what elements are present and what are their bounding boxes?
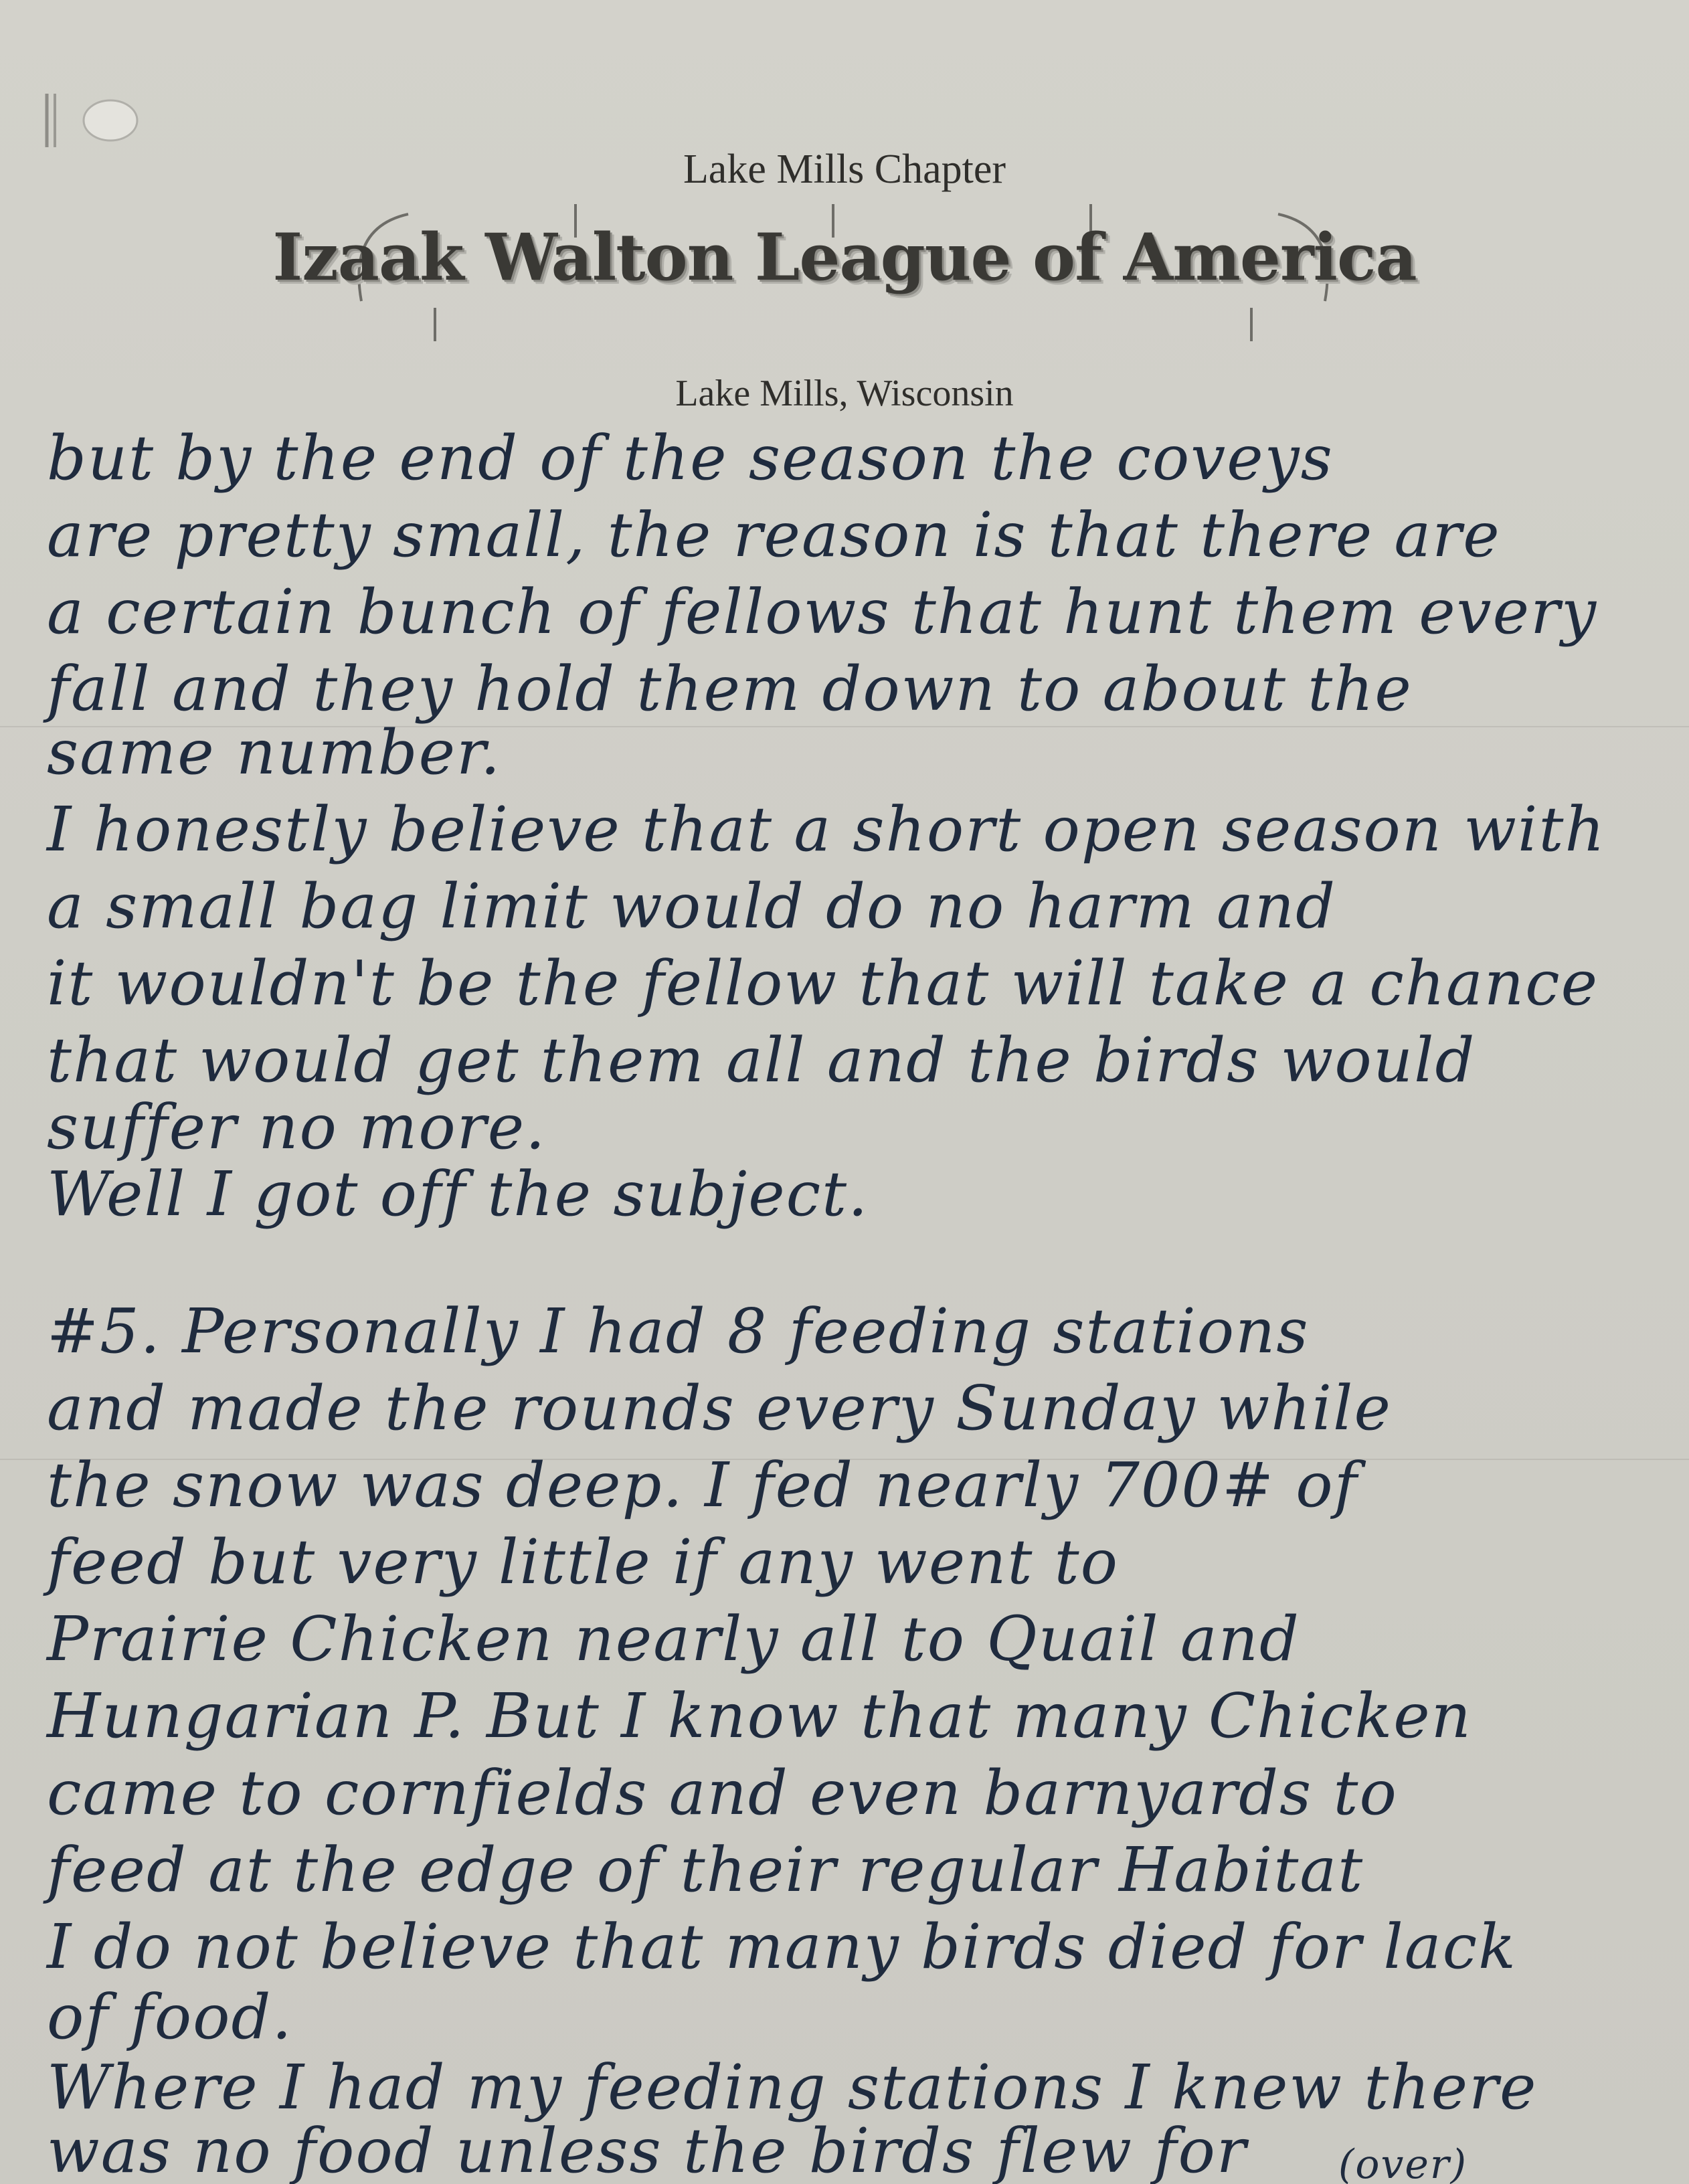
handwritten-line: the snow was deep. I fed nearly 700# of xyxy=(47,1449,1358,1521)
handwritten-line: feed at the edge of their regular Habitat xyxy=(47,1834,1364,1906)
handwritten-line: same number. xyxy=(47,717,502,788)
handwritten-line: I honestly believe that a short open season with xyxy=(47,794,1606,865)
handwritten-line: came to cornfields and even barnyards to xyxy=(47,1757,1398,1829)
handwritten-line: fall and they hold them down to about the xyxy=(47,653,1413,725)
handwritten-line: Hungarian P. But I know that many Chicken xyxy=(47,1680,1472,1752)
handwritten-line: of food. xyxy=(47,1981,293,2053)
letterhead-chapter: Lake Mills Chapter xyxy=(683,147,1006,192)
handwritten-line: Well I got off the subject. xyxy=(47,1158,869,1230)
handwritten-line: are pretty small, the reason is that there are xyxy=(47,499,1501,571)
handwritten-line: but by the end of the season the coveys xyxy=(47,422,1334,494)
handwritten-line: feed but very little if any went to xyxy=(47,1526,1120,1598)
handwritten-line: Prairie Chicken nearly all to Quail and xyxy=(47,1603,1300,1675)
handwritten-line: I do not believe that many birds died for lack xyxy=(47,1911,1517,1983)
handwritten-line: #5. Personally I had 8 feeding stations xyxy=(47,1295,1310,1367)
handwritten-over-note: (over) xyxy=(1338,2141,1468,2184)
handwritten-line: Where I had my feeding stations I knew there xyxy=(47,2052,1538,2123)
handwritten-line: it wouldn't be the fellow that will take a chance xyxy=(47,947,1599,1019)
handwritten-line: was no food unless the birds flew for xyxy=(47,2115,1247,2184)
letterhead-organization: Izaak Walton League of America xyxy=(272,219,1417,295)
handwritten-line: suffer no more. xyxy=(47,1091,547,1163)
handwritten-line: a certain bunch of fellows that hunt them every xyxy=(47,576,1598,648)
letterhead-location: Lake Mills, Wisconsin xyxy=(675,373,1014,414)
handwritten-line: a small bag limit would do no harm and xyxy=(47,871,1337,942)
handwritten-line: that would get them all and the birds would xyxy=(47,1024,1476,1096)
handwritten-line: and made the rounds every Sunday while xyxy=(47,1372,1392,1444)
